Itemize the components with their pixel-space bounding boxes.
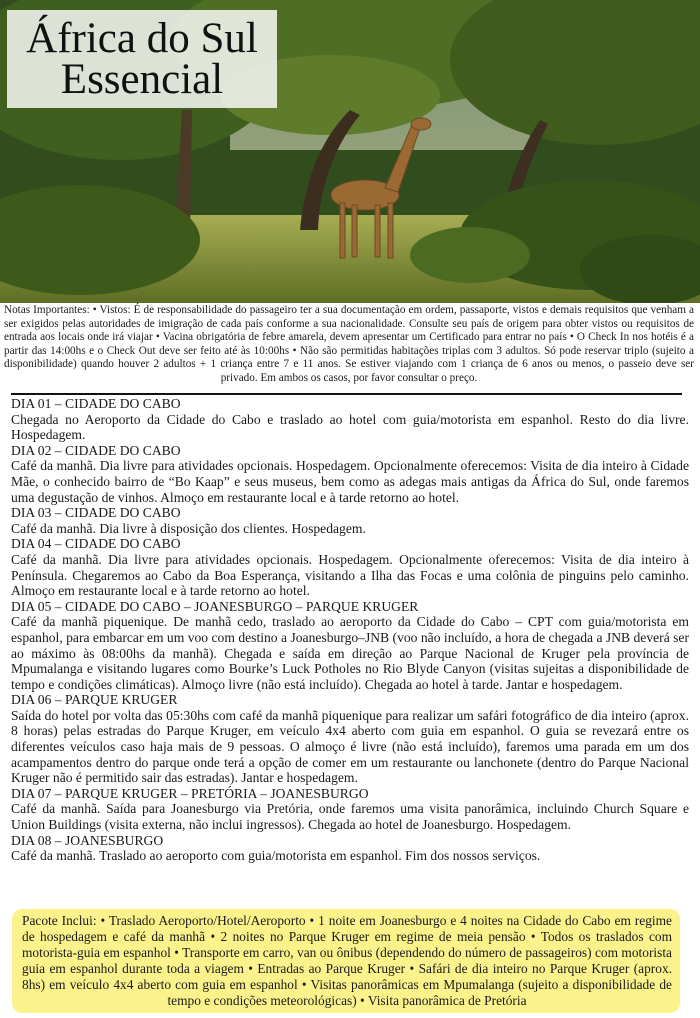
day-description: Chegada no Aeroporto da Cidade do Cabo e traslado ao hotel com guia/motorista em espanhol. Resto do dia livre. Hospedagem. [11,411,689,443]
title-box [7,10,277,108]
day-7 [11,786,689,833]
important-notes: Notas Importantes: • Vistos: É de responsabilidade do passageiro ter a sua documentação em ordem, passaporte, vistos e demais requisitos que venham a ser exigidos pelas autoridades de imigração de cada país conforme a sua nacionalidade. Consulte seu país de origem para obter vistos ou requisitos de entrada aos locais onde irá viajar • Vacina obrigatória de febre amarela, devem apresentar um Certificado para entrar no país • O Check In nos hotéis é a partir das 14:00hs e o Check Out deve ser feito até às 10:00hs • Não são permitidas habitações triplas com 3 adultos. Só pode reservar triplo (sujeito a disponibilidade) quando houver 2 adultos + 1 criança entre 7 e 11 anos. Se estiver viajando com 1 criança de 6 anos ou menos, o passeio deve ser privado. Em ambos os casos, por favor consultar o preço. [4,304,694,384]
day-heading: DIA 03 – CIDADE DO CABO [11,505,181,521]
day-4 [11,536,689,598]
package-includes-text: Pacote Inclui: • Traslado Aeroporto/Hotel/Aeroporto • 1 noite em Joanesburgo e 4 noites na Cidade do Cabo em regime de hospedagem e café da manhã • 2 noites no Parque Kruger em regime de meia pensão • Todos os traslados com motorista-guia em espanhol • Transporte em carro, van ou ônibus (dependendo do número de passageiros) com motorista guia em espanhol durante toda a viagem • Entradas ao Parque Kruger • Safári de dia inteiro no Parque Kruger (aprox. 8hs) em veículo 4x4 aberto com guia em espanhol • Visitas panorâmicas em Mpumalanga (sujeito a disponibilidade de tempo e condições meteorológicas) • Visita panorâmica de Pretória [22,913,672,1008]
day-description: Saída do hotel por volta das 05:30hs com café da manhã piquenique para realizar um safári fotográfico de dia inteiro (aprox. 8 horas) pelas estradas do Parque Kruger, em veículo 4x4 aberto com guia em espanhol. O guia se revezará entre os diferentes veículos caso haja mais de 9 pessoas. O almoço é livre (não está incluído), faremos uma parada em um dos acampamentos dentro do parque onde terá a opção de comer em um restaurante ou lanchonete (dentro do Parque Nacional Kruger não é permitido sair das estradas). Jantar e hospedagem. [11,707,689,786]
day-description: Café da manhã. Dia livre para atividades opcionais. Hospedagem. Opcionalmente oferecemos: Visita de dia inteiro à Península. Chegaremos ao Cabo da Boa Esperança, visitando a Ilha das Focas e uma colônia de pinguins pelo caminho. Almoço em restaurante local e à tarde retorno ao hotel. [11,551,689,599]
day-description: Café da manhã. Dia livre para atividades opcionais. Hospedagem. Opcionalmente oferecemos: Visita de dia inteiro à Cidade Mãe, o conhecido bairro de “Bo Kaap” e seus museus, bem como as adegas mais antigas da África do Sul, onde faremos uma degustação de vinhos. Almoço em restaurante local e à tarde retorno ao hotel. [11,458,689,505]
day-description: Café da manhã. Saída para Joanesburgo via Pretória, onde faremos uma visita panorâmica, incluindo Church Square e Union Buildings (visita externa, não inclui ingressos). Chegada ao hotel de Joanesburgo. Hospedagem. [11,801,689,833]
day-heading: DIA 05 – CIDADE DO CABO – JOANESBURGO – PARQUE KRUGER [11,598,419,614]
day-description: Café da manhã. Traslado ao aeroporto com guia/motorista em espanhol. Fim dos nossos serviços. [11,848,541,864]
title-line-2: Essencial [60,56,224,103]
day-description: Café da manhã piquenique. De manhã cedo, traslado ao aeroporto da Cidade do Cabo – CPT com guia/motorista em espanhol, para embarcar em um voo com destino a Joanesburgo–JNB (voo não incluído, a hora de chegada a JNB deverá ser ao máximo às 08:00hs da manhã). Chegada e saída em direção ao Parque Nacional de Kruger pela província de Mpumalanga e visitando lugares como Bourke’s Luck Potholes no Rio Blyde Canyon (visitas sujeitas a disponibilidade de tempo e condições climáticas). Almoço livre (não está incluído). Chegada ao hotel à tarde. Jantar e hospedagem. [11,614,689,692]
day-heading: DIA 08 – JOANESBURGO [11,832,164,848]
itinerary [11,396,689,864]
day-heading: DIA 01 – CIDADE DO CABO [11,396,181,411]
day-5 [11,599,689,693]
day-2 [11,443,689,505]
day-6 [11,692,689,786]
day-3 [11,505,689,536]
title-line-1: África do Sul [26,15,258,62]
day-1 [11,396,689,443]
day-heading: DIA 04 – CIDADE DO CABO [11,536,181,552]
day-description: Café da manhã. Dia livre à disposição dos clientes. Hospedagem. [11,520,366,536]
day-heading: DIA 02 – CIDADE DO CABO [11,442,181,458]
day-heading: DIA 07 – PARQUE KRUGER – PRETÓRIA – JOANESBURGO [11,785,369,801]
hero-photo [0,0,700,303]
day-heading: DIA 06 – PARQUE KRUGER [11,692,178,708]
divider [11,393,682,395]
package-includes-box [12,909,680,1013]
day-8 [11,833,689,864]
